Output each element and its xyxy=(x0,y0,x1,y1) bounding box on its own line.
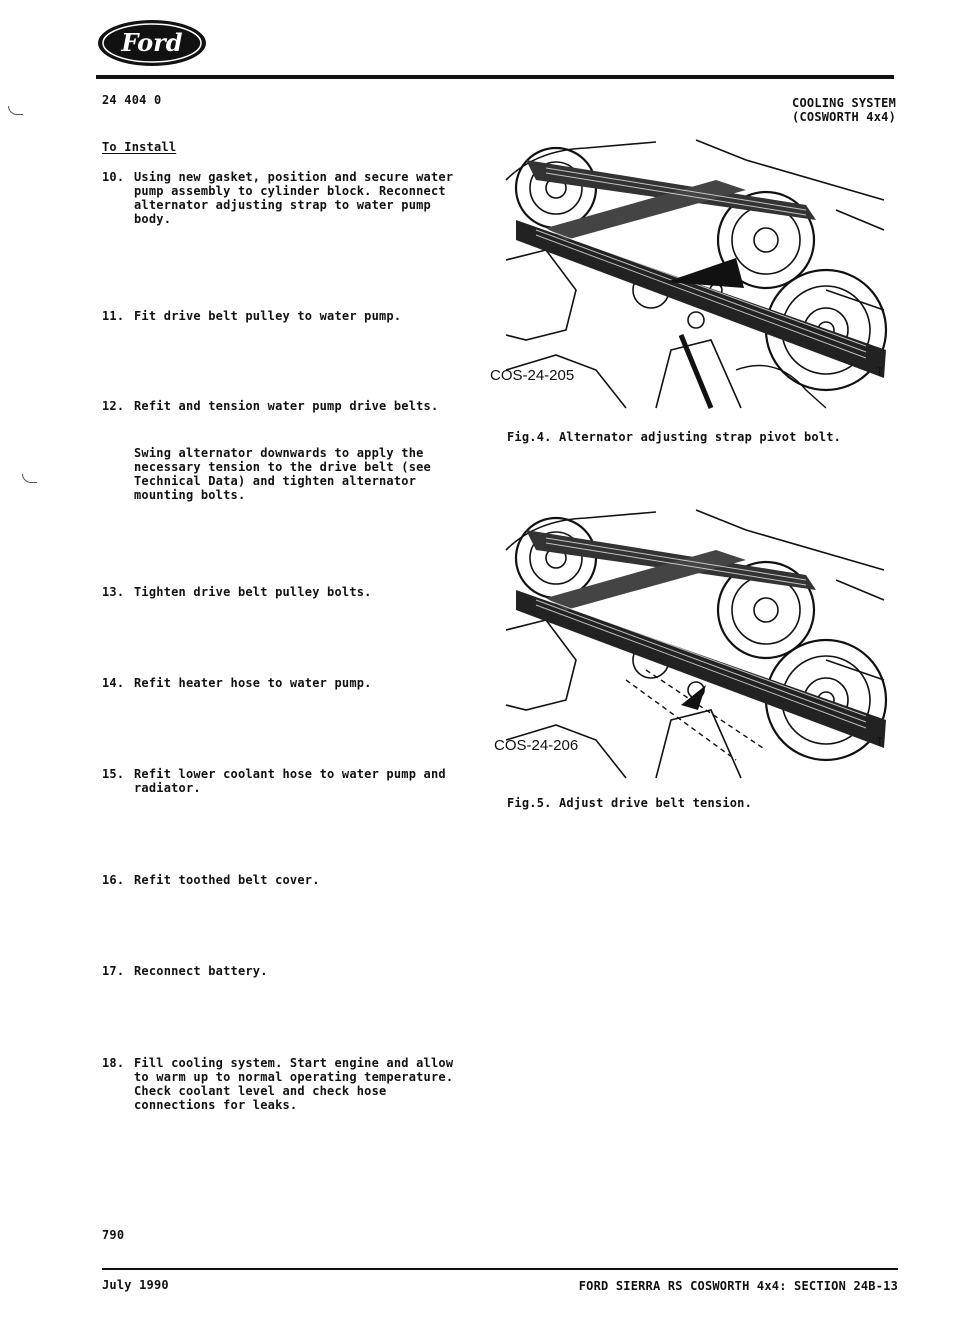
figure-5-code: COS-24-206 xyxy=(494,737,579,754)
step-number: 10. xyxy=(102,170,125,184)
step-text: Fit drive belt pulley to water pump. xyxy=(134,309,402,323)
figure-5-caption: Fig.5. Adjust drive belt tension. xyxy=(507,796,753,810)
step-number: 13. xyxy=(102,585,125,599)
install-heading: To Install xyxy=(102,140,177,154)
step-text: Refit heater hose to water pump. xyxy=(134,676,372,690)
doc-number: 24 404 0 xyxy=(102,93,162,107)
section-title-line2: (COSWORTH 4x4) xyxy=(792,110,896,124)
footer-date: July 1990 xyxy=(102,1278,169,1292)
step-text: Tighten drive belt pulley bolts. xyxy=(134,585,372,599)
figure-4-code: COS-24-205 xyxy=(490,367,575,384)
section-title xyxy=(792,96,896,124)
footer-rule xyxy=(102,1268,898,1270)
step-14 xyxy=(102,676,472,690)
step-16 xyxy=(102,873,472,887)
step-number: 18. xyxy=(102,1056,125,1070)
step-number: 11. xyxy=(102,309,125,323)
step-text: Reconnect battery. xyxy=(134,964,268,978)
step-number: 16. xyxy=(102,873,125,887)
step-18 xyxy=(102,1056,472,1112)
step-text: Refit and tension water pump drive belts. xyxy=(134,399,439,413)
figure-4-engine-illustration xyxy=(490,140,884,408)
step-text: Using new gasket, position and secure water pump assembly to cylinder block. Reconnect alternator adjusting strap to water pump body. xyxy=(134,170,454,226)
figure-4-caption: Fig.4. Alternator adjusting strap pivot bolt. xyxy=(507,430,842,444)
step-text: Refit lower coolant hose to water pump and radiator. xyxy=(134,767,446,795)
figure-5-tag: T xyxy=(876,735,884,749)
step-text: Refit toothed belt cover. xyxy=(134,873,320,887)
footer-manual-reference: FORD SIERRA RS COSWORTH 4x4: SECTION 24B-13 xyxy=(578,1279,898,1293)
step-text: Fill cooling system. Start engine and allow to warm up to normal operating temperature. Check coolant level and check hose connections for leaks. xyxy=(134,1056,454,1112)
figure-5-engine-illustration xyxy=(494,510,884,778)
page-number: 790 xyxy=(102,1228,125,1242)
step-12 xyxy=(102,399,472,413)
step-13 xyxy=(102,585,472,599)
step-number: 15. xyxy=(102,767,125,781)
figure-4-tag: T xyxy=(876,365,884,379)
step-17 xyxy=(102,964,472,978)
step-15 xyxy=(102,767,472,795)
margin-mark xyxy=(8,106,23,115)
step-11 xyxy=(102,309,472,323)
step-number: 12. xyxy=(102,399,125,413)
header-rule xyxy=(96,75,894,79)
step-number: 14. xyxy=(102,676,125,690)
step-number: 17. xyxy=(102,964,125,978)
step-12-note: Swing alternator downwards to apply the necessary tension to the drive belt (see Technical Data) and tighten alternator mounting bolts. xyxy=(134,446,431,502)
section-title-line1: COOLING SYSTEM xyxy=(792,96,896,110)
ford-logo xyxy=(96,18,208,68)
margin-mark xyxy=(22,474,37,483)
logo-wordmark: Ford xyxy=(121,28,183,57)
step-10 xyxy=(102,170,472,226)
